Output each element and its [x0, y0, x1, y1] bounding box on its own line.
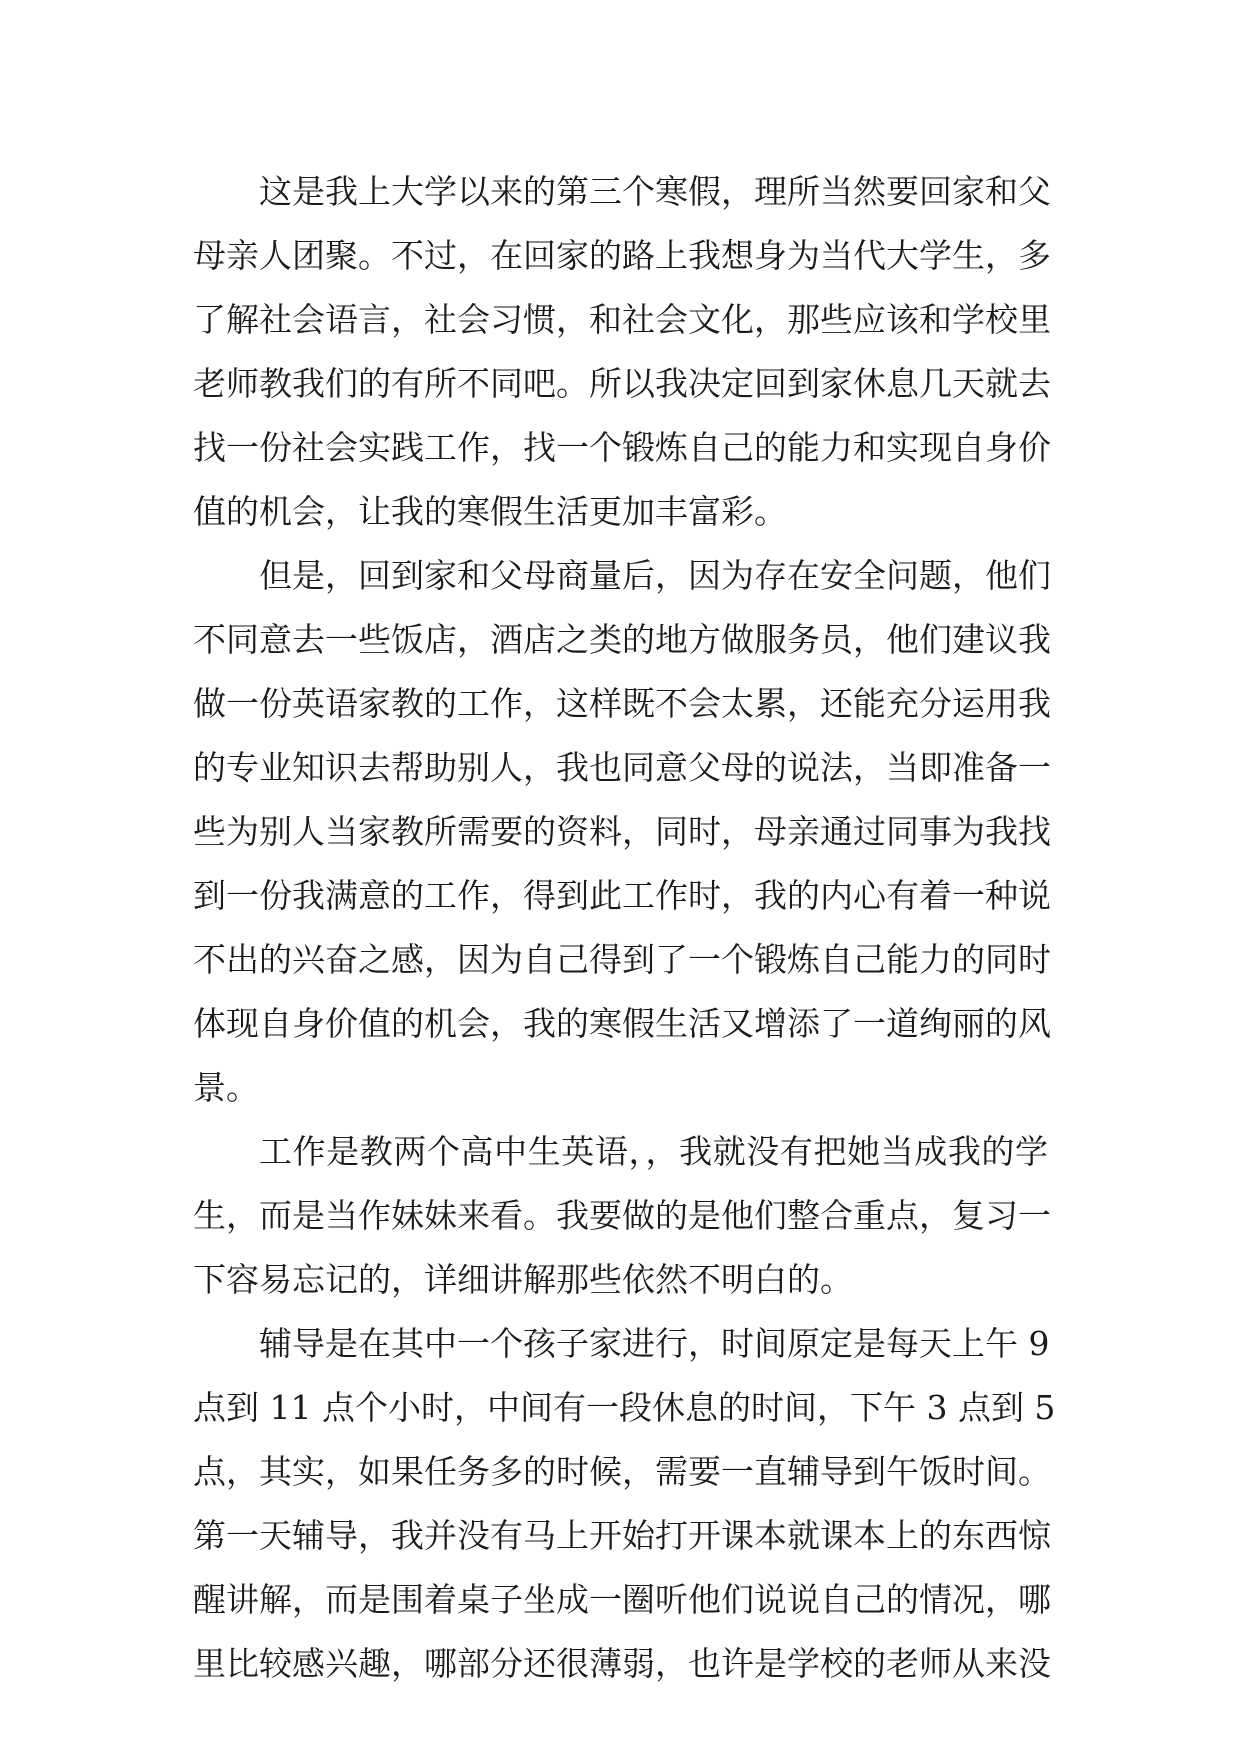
- text-line: 了解社会语言，社会习惯，和社会文化，那些应该和学校里: [193, 300, 1051, 339]
- text-line: 到一份我满意的工作，得到此工作时，我的内心有着一种说: [193, 876, 1051, 915]
- text-line: 不同意去一些饭店，酒店之类的地方做服务员，他们建议我: [193, 620, 1051, 659]
- text-line: 点，其实，如果任务多的时候，需要一直辅导到午饭时间。: [193, 1452, 1051, 1491]
- paragraph-4: [193, 1312, 1056, 1696]
- text-line: 工作是教两个高中生英语，，我就没有把她当成我的学: [259, 1132, 1048, 1171]
- text-line: 的专业知识去帮助别人，我也同意父母的说法，当即准备一: [193, 748, 1051, 787]
- text-line: 找一份社会实践工作，找一个锻炼自己的能力和实现自身价: [193, 428, 1051, 467]
- document-page: [193, 160, 1056, 1696]
- paragraph-1: [193, 160, 1051, 544]
- text-line: 做一份英语家教的工作，这样既不会太累，还能充分运用我: [193, 684, 1051, 723]
- text-line: 醒讲解，而是围着桌子坐成一圈听他们说说自己的情况，哪: [193, 1580, 1051, 1619]
- text-line: 体现自身价值的机会，我的寒假生活又增添了一道绚丽的风: [193, 1004, 1051, 1043]
- text-line: 第一天辅导，我并没有马上开始打开课本就课本上的东西惊: [193, 1516, 1051, 1555]
- paragraph-2: [193, 544, 1051, 1120]
- text-line: 些为别人当家教所需要的资料，同时，母亲通过同事为我找: [193, 812, 1051, 851]
- paragraph-3: [193, 1120, 1051, 1312]
- text-line: 值的机会，让我的寒假生活更加丰富彩。: [193, 492, 787, 531]
- text-line: 下容易忘记的，详细讲解那些依然不明白的。: [193, 1260, 853, 1299]
- text-line: 不出的兴奋之感，因为自己得到了一个锻炼自己能力的同时: [193, 940, 1051, 979]
- text-line: 老师教我们的有所不同吧。所以我决定回到家休息几天就去: [193, 364, 1051, 403]
- text-line: 里比较感兴趣，哪部分还很薄弱，也许是学校的老师从来没: [193, 1644, 1051, 1683]
- text-line: 景。: [193, 1068, 259, 1107]
- text-line: 辅导是在其中一个孩子家进行，时间原定是每天上午 9: [259, 1324, 1050, 1363]
- text-line: 母亲人团聚。不过，在回家的路上我想身为当代大学生，多: [193, 236, 1051, 275]
- text-line: 点到 11 点个小时，中间有一段休息的时间，下午 3 点到 5: [193, 1388, 1056, 1427]
- text-line: 但是，回到家和父母商量后，因为存在安全问题，他们: [259, 556, 1051, 595]
- text-line: 生，而是当作妹妹来看。我要做的是他们整合重点，复习一: [193, 1196, 1051, 1235]
- text-line: 这是我上大学以来的第三个寒假，理所当然要回家和父: [259, 172, 1051, 211]
